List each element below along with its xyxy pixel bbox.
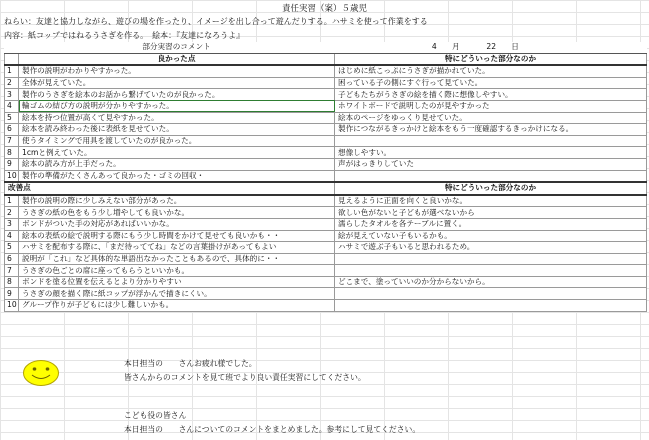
improve-detail: 欲しい色がないと子どもが選べないから: [335, 207, 647, 219]
row-number: 2: [5, 207, 19, 219]
table-row: [5, 253, 647, 265]
row-number: 4: [5, 100, 19, 112]
comment-line-3: こども役の皆さん: [124, 411, 187, 420]
improve-point: 絵本の表紙の絵で説明する際にもう少し時間をかけて見せても良いかも・・: [19, 230, 335, 242]
table-row: [5, 230, 647, 242]
table-title: 部分実習のコメント: [19, 42, 335, 53]
row-number: 1: [5, 65, 19, 77]
improve-detail: 絵が見えていない子もいるかも。: [335, 230, 647, 242]
table-row: [5, 124, 647, 136]
good-detail: 子どもたちがうさぎの絵を描く際に想像しやすい。: [335, 89, 647, 101]
good-point: 絵本の読み方が上手だった。: [19, 158, 335, 170]
row-number: 2: [5, 77, 19, 89]
improve-point: ボンドを塗る位置を伝えるとより分かりやすい: [19, 276, 335, 288]
good-point: 全体が見えていた。: [19, 77, 335, 89]
row-number: 9: [5, 288, 19, 300]
table-row: [5, 77, 647, 89]
good-header-right: 特にどういった部分なのか: [335, 53, 647, 65]
table-row: [5, 276, 647, 288]
good-point: 絵本を読み終わった後に表紙を見せていた。: [19, 124, 335, 136]
improve-detail: ハサミで遊ぶ子もいると思われるため。: [335, 242, 647, 254]
table-row: [5, 207, 647, 219]
table-row: [5, 300, 647, 312]
table-row: [5, 112, 647, 124]
date-day: 22 日: [486, 42, 519, 52]
improve-detail: 見えるように正面を向くと良いかな。: [335, 195, 647, 207]
good-detail: ホワイトボードで説明したのが見やすかった: [335, 100, 647, 112]
good-detail: 声がはっきりしていた: [335, 158, 647, 170]
row-number: 3: [5, 218, 19, 230]
good-detail: はじめに紙こっぷにうさぎが描かれていた。: [335, 65, 647, 77]
date-cell: [335, 42, 647, 53]
improve-point: ボンドがついた手の対応があればいいかな。: [19, 218, 335, 230]
smiley-face-icon: [22, 359, 60, 387]
row-number: 3: [5, 89, 19, 101]
good-header-blank: [5, 53, 19, 65]
good-point: 1cmと例えていた。: [19, 147, 335, 159]
table-row: [5, 218, 647, 230]
improve-point: グループ作りが子どもには少し難しいかも。: [19, 300, 335, 312]
row-number: 8: [5, 147, 19, 159]
comment-line-2: 皆さんからのコメントを見て班でより良い責任実習にしてください。: [124, 373, 366, 382]
good-detail: [335, 135, 647, 147]
row-number: 6: [5, 253, 19, 265]
row-number: 8: [5, 276, 19, 288]
row-number: 5: [5, 242, 19, 254]
improve-point: 説明が「これ」など具体的な単語出なかったこともあるので、具体的に・・: [19, 253, 335, 265]
page-title: 責任実習（案）５歳児: [281, 4, 367, 14]
row-number: 10: [5, 170, 19, 182]
table-row: [5, 288, 647, 300]
good-point: 使うタイミングで用具を渡していたのが良かった。: [19, 135, 335, 147]
content-text: 内容：紙コップではねるうさぎを作る。 絵本：『友達になろうよ』: [4, 31, 245, 40]
table-row: [5, 100, 647, 112]
improve-detail: どこまで、塗っていいのか分からないから。: [335, 276, 647, 288]
row-number: 7: [5, 135, 19, 147]
comment-line-1: 本日担当の さんお疲れ様でした。: [124, 359, 257, 368]
good-point: 製作の説明がわかりやすかった。: [19, 65, 335, 77]
good-point: 絵本を持つ位置が高くて見やすかった。: [19, 112, 335, 124]
comment-line-4: 本日担当の さんについてのコメントをまとめました。参考にして見てください。: [124, 425, 421, 434]
good-point: 製作の準備がたくさんあって良かった・ゴミの回収・: [19, 170, 335, 182]
table-row: [5, 242, 647, 254]
improve-header-left: 改善点: [5, 182, 335, 195]
improve-detail: [335, 265, 647, 277]
good-header-row: [5, 53, 647, 65]
date-month: 4 月: [431, 42, 460, 52]
good-detail: 絵本のページをゆっくり見せていた。: [335, 112, 647, 124]
aim-text: ねらい：友達と協力しながら、遊びの場を作ったり、イメージを出し合って遊んだりする。ハサミを使って作業をする: [4, 17, 428, 26]
row-number: 1: [5, 195, 19, 207]
table-row: [5, 265, 647, 277]
table-row: [5, 147, 647, 159]
table-row: [5, 65, 647, 77]
good-point: 製作のうさぎを絵本のお話から繋げていたのが良かった。: [19, 89, 335, 101]
table-row: [5, 170, 647, 182]
comment-table: [4, 42, 647, 312]
improve-detail: 濡らしたタオルを各テーブルに置く。: [335, 218, 647, 230]
table-row: [5, 195, 647, 207]
good-point: 輪ゴムの結び方の説明が分かりやすかった。: [19, 100, 335, 112]
row-number: 9: [5, 158, 19, 170]
row-number: 7: [5, 265, 19, 277]
improve-point: うさぎの色ごとの席に座ってもらうといいかも。: [19, 265, 335, 277]
improve-point: うさぎの顔を描く際に紙コップが浮かんで描きにくい。: [19, 288, 335, 300]
row-number: 6: [5, 124, 19, 136]
improve-detail: [335, 288, 647, 300]
table-row: [5, 135, 647, 147]
good-detail: 製作につながるきっかけと絵本をもう一度確認するきっかけになる。: [335, 124, 647, 136]
improve-detail: [335, 253, 647, 265]
good-header-left: 良かった点: [19, 53, 335, 65]
table-row: [5, 158, 647, 170]
improve-header-row: [5, 182, 647, 195]
row-number: 5: [5, 112, 19, 124]
improve-point: 製作の説明の際に少しみえない部分があった。: [19, 195, 335, 207]
good-detail: 困っている子の側にすぐ行って見ていた。: [335, 77, 647, 89]
improve-detail: [335, 300, 647, 312]
improve-header-right: 特にどういった部分なのか: [335, 182, 647, 195]
table-row: [5, 89, 647, 101]
row-number: 4: [5, 230, 19, 242]
good-detail: 想像しやすい。: [335, 147, 647, 159]
improve-point: ハサミを配布する際に、「まだ待っててね」などの言葉掛けがあってもよい: [19, 242, 335, 254]
improve-point: うさぎの紙の色をもう少し増やしても良いかな。: [19, 207, 335, 219]
good-detail: [335, 170, 647, 182]
row-number: 10: [5, 300, 19, 312]
table-title-row: [5, 42, 647, 53]
